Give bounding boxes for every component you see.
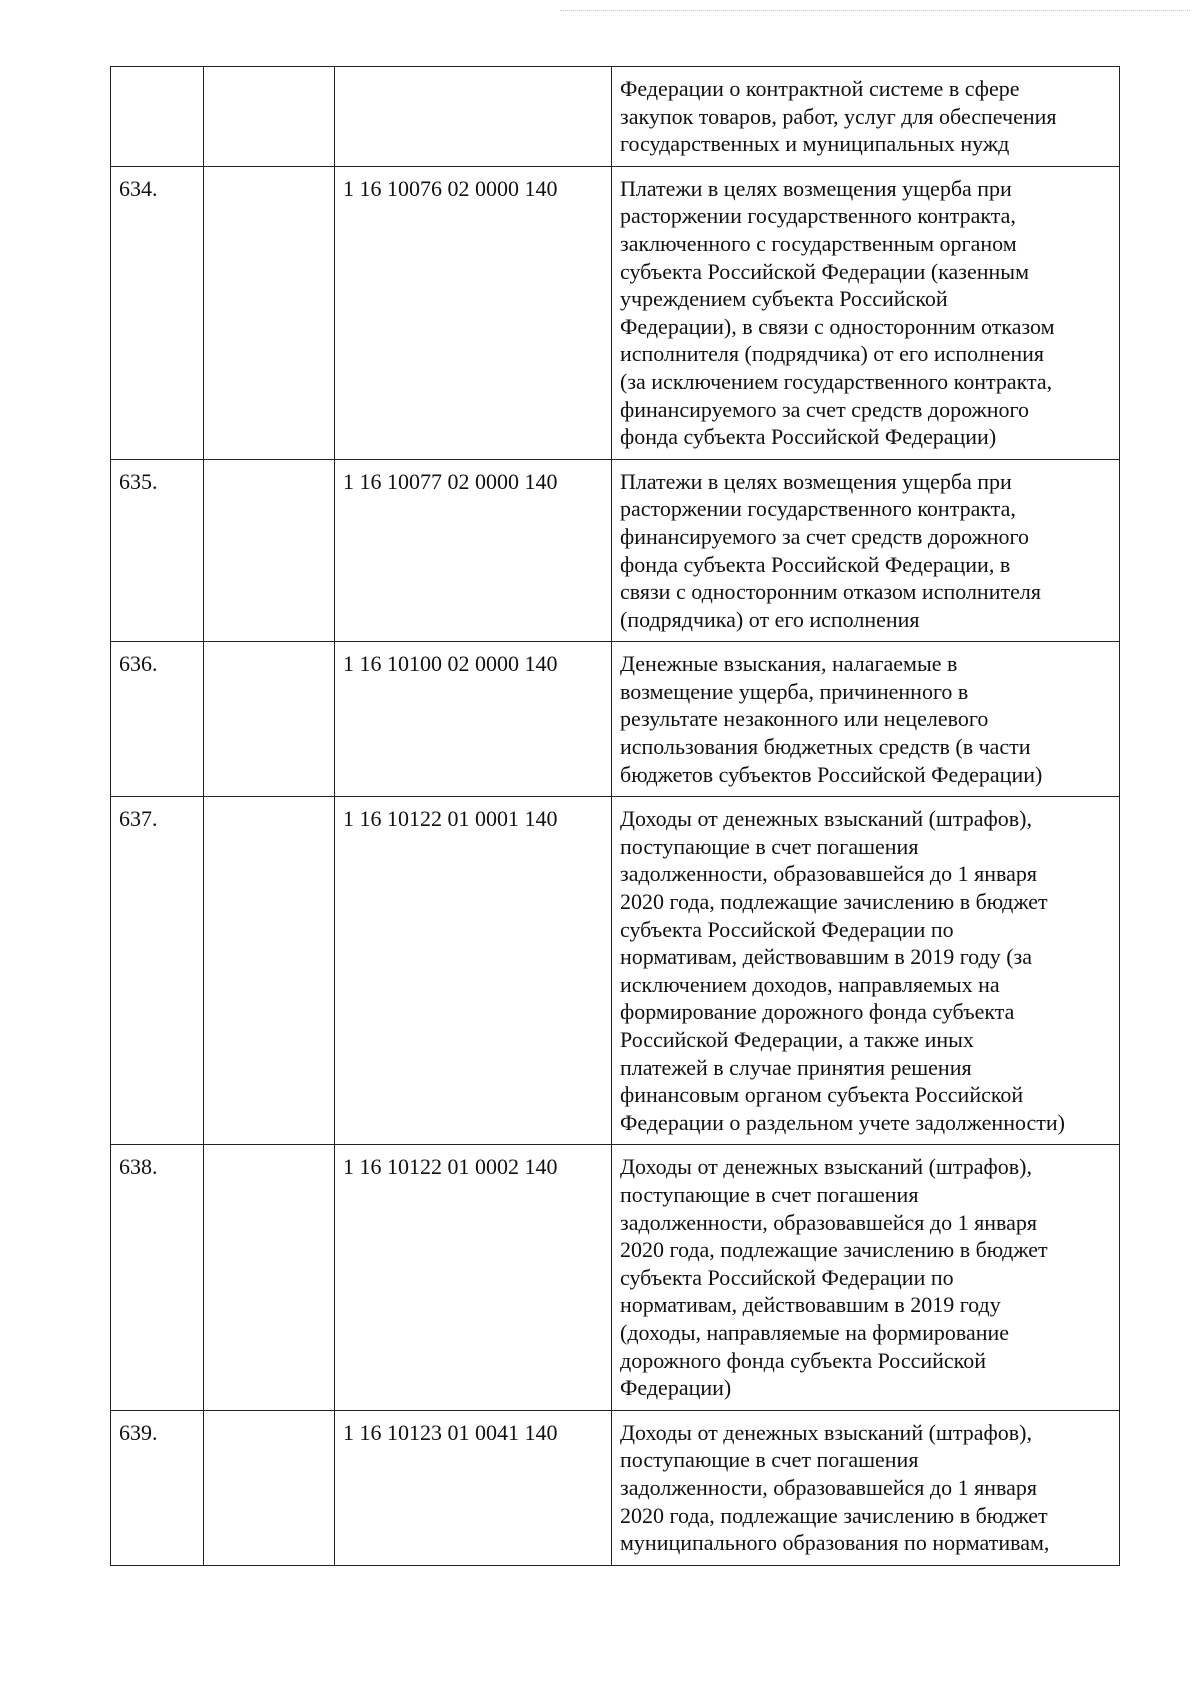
row-description — [612, 1410, 1120, 1565]
row-description — [612, 166, 1120, 459]
row-number: 634. — [111, 166, 204, 459]
table-row — [111, 797, 1120, 1145]
table-row — [111, 67, 1120, 167]
description-text: Платежи в целях возмещения ущерба при расторжении государственного контракта, финансируемого за счет средств дорожного фонда субъекта Российской Федерации, в связи с односторонним отказом исполнителя (подрядчика) от его исполнения — [620, 468, 1041, 632]
row-number: 639. — [111, 1410, 204, 1565]
budget-code: 1 16 10076 02 0000 140 — [335, 166, 612, 459]
table-row — [111, 1145, 1120, 1410]
budget-codes-table — [110, 66, 1120, 1566]
empty-cell — [204, 1145, 335, 1410]
empty-cell — [204, 67, 335, 167]
budget-code: 1 16 10100 02 0000 140 — [335, 642, 612, 797]
row-description — [612, 459, 1120, 642]
row-number: 637. — [111, 797, 204, 1145]
table-row — [111, 166, 1120, 459]
row-description — [612, 797, 1120, 1145]
empty-cell — [204, 642, 335, 797]
scan-artifact-line — [560, 10, 1190, 11]
budget-code: 1 16 10123 01 0041 140 — [335, 1410, 612, 1565]
table-row — [111, 642, 1120, 797]
description-text: Доходы от денежных взысканий (штрафов), поступающие в счет погашения задолженности, образовавшейся до 1 января 2020 года, подлежащие зачислению в бюджет муниципального образования по нормативам, — [620, 1419, 1050, 1556]
budget-code — [335, 67, 612, 167]
row-description — [612, 642, 1120, 797]
description-text: Денежные взыскания, налагаемые в возмещение ущерба, причиненного в результате незаконного или нецелевого использования бюджетных средств (в части бюджетов субъектов Российской Федерации) — [620, 651, 1043, 787]
description-text: Федерации о контрактной системе в сфере закупок товаров, работ, услуг для обеспечения государственных и муниципальных нужд — [620, 76, 1057, 157]
empty-cell — [204, 459, 335, 642]
table-row — [111, 1410, 1120, 1565]
row-number — [111, 67, 204, 167]
row-description — [612, 1145, 1120, 1410]
table-row — [111, 459, 1120, 642]
budget-code: 1 16 10077 02 0000 140 — [335, 459, 612, 642]
row-number: 638. — [111, 1145, 204, 1410]
budget-code: 1 16 10122 01 0002 140 — [335, 1145, 612, 1410]
row-number: 635. — [111, 459, 204, 642]
description-text: Доходы от денежных взысканий (штрафов), поступающие в счет погашения задолженности, образовавшейся до 1 января 2020 года, подлежащие зачислению в бюджет субъекта Российской Федерации по нормативам, действовавшим в 2019 году (доходы, направляемые на формирование дорожного фонда субъекта Российской Федерации) — [620, 1154, 1048, 1401]
budget-code: 1 16 10122 01 0001 140 — [335, 797, 612, 1145]
description-text: Платежи в целях возмещения ущерба при расторжении государственного контракта, заключенного с государственным органом субъекта Российской Федерации (казенным учреждением субъекта Российской Федерации), в связи с односторонним отказом исполнителя (подрядчика) от его исполнения (за исключением государственного контракта, финансируемого за счет средств дорожного фонда субъекта Российской Федерации) — [620, 175, 1055, 450]
row-description — [612, 67, 1120, 167]
description-text: Доходы от денежных взысканий (штрафов), поступающие в счет погашения задолженности, образовавшейся до 1 января 2020 года, подлежащие зачислению в бюджет субъекта Российской Федерации по нормативам, действовавшим в 2019 году (за исключением доходов, направляемых на формирование дорожного фонда субъекта Российской Федерации, а также иных платежей в случае принятия решения финансовым органом субъекта Российской Федерации о раздельном учете задолженности) — [620, 806, 1065, 1135]
empty-cell — [204, 1410, 335, 1565]
row-number: 636. — [111, 642, 204, 797]
empty-cell — [204, 166, 335, 459]
empty-cell — [204, 797, 335, 1145]
